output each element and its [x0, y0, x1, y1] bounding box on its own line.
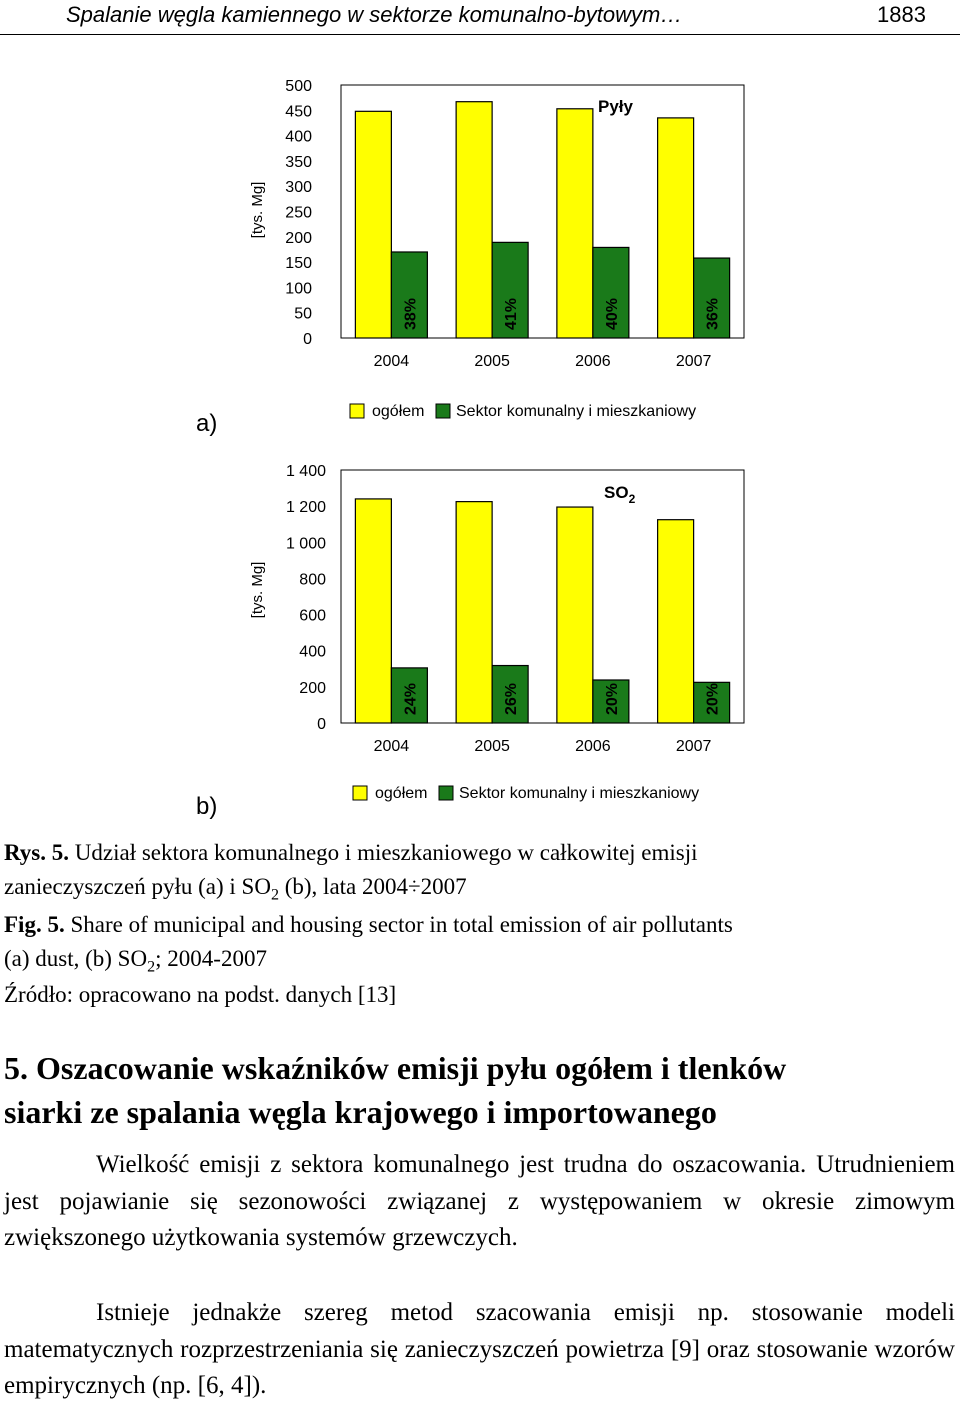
bar-total — [456, 102, 492, 338]
rys-label: Rys. 5. — [4, 840, 70, 865]
bar-total — [355, 499, 391, 723]
x-tick-label: 2005 — [474, 738, 510, 755]
section-heading — [4, 1046, 944, 1134]
figure-caption-en-line2 — [4, 942, 267, 976]
figure-caption-en-line1 — [4, 908, 733, 942]
y-axis-label: [tys. Mg] — [249, 181, 266, 239]
caption-pl-years: (b), lata 2004 — [278, 874, 408, 899]
page-number: 1883 — [877, 2, 926, 27]
bar-share-label: 36% — [704, 297, 722, 330]
x-tick-label: 2005 — [474, 353, 510, 370]
legend-label-sector: Sektor komunalny i mieszkaniowy — [456, 403, 697, 420]
y-tick-label: 150 — [285, 255, 312, 273]
caption-range-symbol: ÷ — [408, 874, 421, 899]
running-title: Spalanie węgla kamiennego w sektorze komunalno-bytowym… — [66, 2, 683, 27]
so2-subscript: 2 — [270, 886, 279, 904]
caption-pl-text: Udział sektora komunalnego i mieszkaniowego w całkowitej emisji — [69, 840, 698, 865]
x-tick-label: 2006 — [575, 353, 611, 370]
figure-caption-pl-line2 — [4, 870, 467, 904]
y-tick-label: 400 — [299, 643, 326, 661]
so2-subscript-en: 2 — [147, 958, 156, 976]
bar-total — [557, 507, 593, 723]
caption-pl-text2: zanieczyszczeń pyłu (a) i SO — [4, 874, 271, 899]
caption-en-text: Share of municipal and housing sector in total emission of air pollutants — [64, 912, 733, 937]
fig-label: Fig. 5. — [4, 912, 65, 937]
y-tick-label: 200 — [285, 229, 312, 247]
y-tick-label: 500 — [285, 78, 312, 95]
y-tick-label: 450 — [285, 103, 312, 121]
y-tick-label: 1 200 — [285, 499, 326, 517]
y-tick-label: 0 — [317, 716, 326, 733]
bar-total — [658, 118, 694, 338]
legend-swatch-sector — [436, 404, 450, 418]
y-tick-label: 1 400 — [285, 463, 326, 480]
y-tick-label: 50 — [294, 305, 312, 323]
chart-title: $SO_2$ — [604, 483, 636, 506]
y-tick-label: 200 — [299, 679, 326, 697]
y-tick-label: 250 — [285, 204, 312, 222]
bar-share-label: 20% — [704, 682, 722, 715]
bar-share-label: 26% — [503, 682, 521, 715]
legend-swatch-total — [350, 404, 364, 418]
caption-en-years: ; 2004-2007 — [155, 946, 267, 971]
y-tick-label: 600 — [299, 607, 326, 625]
legend-label-sector: Sektor komunalny i mieszkaniowy — [459, 785, 700, 802]
bar-share-label: 38% — [402, 297, 420, 330]
y-tick-label: 400 — [285, 128, 312, 146]
paragraph-1: Wielkość emisji z sektora komunalnego jest trudna do oszacowania. Utrudnieniem jest pojawianie się sezonowości związanej z występowaniem w okresie zimowym zwiększonego użytkowania systemów grzewczych. — [4, 1151, 955, 1251]
x-tick-label: 2004 — [373, 738, 410, 755]
y-tick-label: 100 — [285, 280, 312, 298]
bar-share-label: 24% — [402, 682, 420, 715]
bar-total — [658, 520, 694, 723]
y-tick-label: 0 — [303, 331, 312, 348]
chart-title: Pyły — [598, 97, 633, 116]
legend-swatch-total — [353, 786, 367, 800]
y-tick-label: 300 — [285, 179, 312, 197]
paragraph-2: Istnieje jednakże szereg metod szacowania emisji np. stosowanie modeli matematycznych rozprzestrzeniania się zanieczyszczeń powietrza [9] oraz stosowanie wzorów empirycznych (np. [6, 4]). — [4, 1299, 955, 1399]
y-tick-label: 1 000 — [285, 535, 326, 553]
x-tick-label: 2004 — [373, 353, 410, 370]
x-tick-label: 2007 — [675, 738, 712, 755]
bar-total — [557, 109, 593, 338]
panel-label-b: b) — [196, 793, 218, 820]
chart-dust-emissions — [0, 40, 960, 430]
bar-total — [355, 111, 391, 338]
figure-source: Źródło: opracowano na podst. danych [13] — [4, 982, 397, 1007]
page-header — [0, 0, 960, 35]
figure-caption-pl-line1 — [4, 836, 698, 870]
section-heading-line2: siarki ze spalania węgla krajowego i importowanego — [4, 1094, 717, 1130]
legend-label-total: ogółem — [372, 403, 425, 420]
x-tick-label: 2007 — [675, 353, 712, 370]
y-axis-label: [tys. Mg] — [249, 561, 266, 619]
legend-label-total: ogółem — [375, 785, 428, 802]
chart-so2-emissions — [0, 440, 960, 820]
legend-swatch-sector — [439, 786, 453, 800]
caption-pl-year-end: 2007 — [420, 874, 467, 899]
y-tick-label: 800 — [299, 571, 326, 589]
bar-total — [456, 502, 492, 723]
section-heading-line1: 5. Oszacowanie wskaźników emisji pyłu ogółem i tlenków — [4, 1050, 787, 1086]
bar-share-label: 20% — [603, 682, 621, 715]
y-tick-label: 350 — [285, 153, 312, 171]
x-tick-label: 2006 — [575, 738, 611, 755]
bar-share-label: 40% — [603, 297, 621, 330]
chart-title-subscript: 2 — [628, 492, 636, 506]
bar-share-label: 41% — [503, 297, 521, 330]
panel-label-a: a) — [196, 410, 218, 437]
caption-en-text2: (a) dust, (b) SO — [4, 946, 148, 971]
